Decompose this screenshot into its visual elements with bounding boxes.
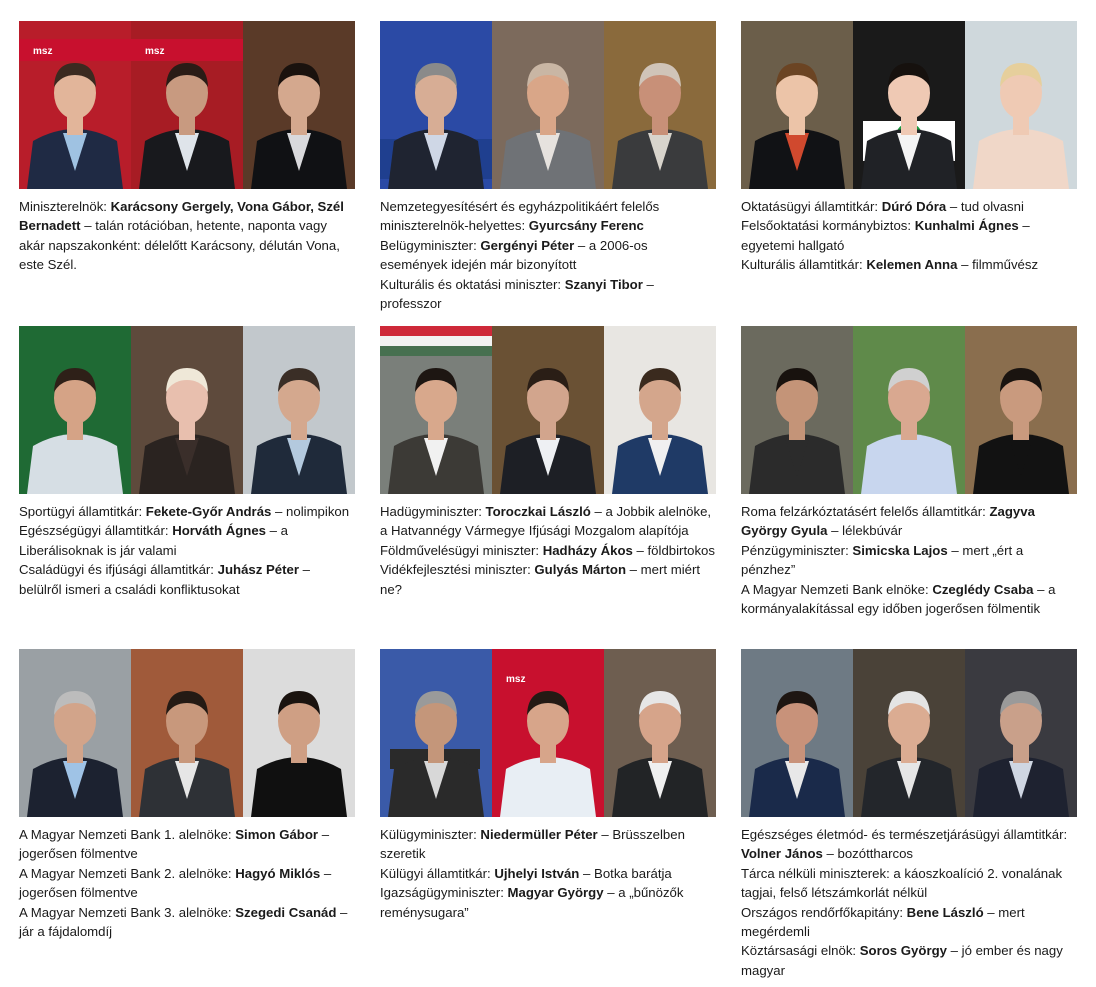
caption-line (380, 883, 716, 922)
role-text: Sportügyi államtitkár: (19, 504, 146, 519)
role-text: – bozóttharcos (822, 846, 914, 862)
portrait-photo (243, 649, 355, 817)
role-text: Egészséges életmód- és természetjárásügyi államtitkár: (741, 827, 1068, 842)
role-text: – lélekbúvár (827, 523, 903, 539)
role-text: – a Liberálisoknak is jár valami (19, 523, 288, 558)
role-text: Vidékfejlesztési miniszter: (380, 562, 535, 578)
person-name: Szegedi Csanád (235, 904, 337, 920)
caption-line (19, 560, 355, 599)
caption-line (741, 502, 1077, 541)
photo-strip (19, 649, 355, 817)
person-name: Czeglédy Csaba (932, 581, 1034, 597)
role-text: Tárca nélküli miniszterek: a káoszkoalíció 2. vonalának tagjai, felső létszámkorlát nélkül (741, 865, 1063, 901)
person-name: Toroczkai László (485, 504, 591, 519)
portrait-photo (965, 649, 1077, 817)
caption-line (741, 580, 1077, 619)
person-name: Karácsony Gergely, Vona Gábor, Szél Bernadett (19, 199, 344, 234)
portrait-photo (741, 326, 853, 494)
role-text: – Brüsszelben szeretik (380, 827, 685, 862)
person-name: Bene László (906, 904, 984, 920)
person-name: Ujhelyi István (494, 865, 580, 881)
role-text: Oktatásügyi államtitkár: (741, 199, 882, 214)
role-text: Kulturális államtitkár: (741, 257, 867, 273)
caption-line (380, 236, 716, 275)
person-name: Szanyi Tibor (564, 276, 643, 292)
cabinet-entry (741, 21, 1077, 275)
role-text: – talán rotációban, hetente, naponta vagy akár napszakonként: délelőtt Karácsony, délután Vona, este Szél. (19, 218, 340, 273)
role-text: Igazságügyminiszter: (380, 885, 508, 901)
role-text: A Magyar Nemzeti Bank 3. alelnöke: (19, 904, 236, 920)
cabinet-entry (380, 649, 716, 922)
person-name: Volner János (741, 846, 823, 862)
role-text: – mert „ért a pénzhez” (741, 542, 1024, 578)
person-name: Kunhalmi Ágnes (914, 218, 1019, 234)
svg-text:msz: msz (145, 46, 165, 57)
portrait-photo (19, 21, 131, 189)
person-name: Gulyás Márton (534, 562, 627, 578)
person-name: Juhász Péter (217, 562, 300, 578)
portrait-photo (853, 21, 965, 189)
caption-line (19, 903, 355, 942)
caption-line (19, 864, 355, 903)
photo-strip (741, 326, 1077, 494)
role-text: Felsőoktatási kormánybiztos: (741, 218, 915, 234)
role-text: Nemzetegyesítésért és egyházpolitikáért felelős miniszterelnök-helyettes: (380, 199, 660, 234)
caption-line (741, 825, 1077, 864)
role-text: Pénzügyminiszter: (741, 542, 853, 558)
caption (19, 825, 355, 941)
caption-line (741, 903, 1077, 942)
role-text: – Botka barátja (579, 865, 672, 881)
caption-line (380, 541, 716, 560)
person-name: Dúró Dóra (881, 199, 947, 214)
portrait-photo (492, 326, 604, 494)
cabinet-entry (380, 326, 716, 599)
portrait-photo (492, 21, 604, 189)
role-text: A Magyar Nemzeti Bank 1. alelnöke: (19, 827, 236, 842)
role-text: Miniszterelnök: (19, 199, 111, 214)
caption (380, 502, 716, 599)
role-text: – mert miért ne? (380, 562, 701, 597)
person-name: Niedermüller Péter (480, 827, 598, 842)
portrait-photo (741, 21, 853, 189)
person-name: Gyurcsány Ferenc (528, 218, 644, 234)
role-text: Földművelésügyi miniszter: (380, 542, 543, 558)
person-name: Kelemen Anna (866, 257, 958, 273)
caption-line (19, 197, 355, 275)
caption-line (380, 560, 716, 599)
caption-line (19, 521, 355, 560)
role-text: – professzor (380, 276, 654, 312)
portrait-photo (380, 649, 492, 817)
role-text: Kulturális és oktatási miniszter: (380, 276, 565, 292)
person-name: Fekete-Győr András (145, 504, 272, 519)
role-text: – egyetemi hallgató (741, 218, 1030, 253)
portrait-photo (131, 326, 243, 494)
role-text: – jogerősen fölmentve (19, 827, 330, 862)
role-text: Hadügyminiszter: (380, 504, 486, 519)
role-text: – jó ember és nagy magyar (741, 943, 1063, 978)
portrait-photo (853, 649, 965, 817)
cabinet-entry (741, 649, 1077, 980)
svg-text:msz: msz (33, 46, 53, 57)
cabinet-entry (741, 326, 1077, 618)
caption-line (19, 502, 355, 521)
photo-strip (19, 326, 355, 494)
role-text: A Magyar Nemzeti Bank 2. alelnöke: (19, 865, 236, 881)
caption-line (741, 941, 1077, 980)
caption (741, 825, 1077, 980)
portrait-photo (131, 21, 243, 189)
caption-line (741, 216, 1077, 255)
role-text: A Magyar Nemzeti Bank elnöke: (741, 581, 933, 597)
person-name: Simicska Lajos (852, 542, 948, 558)
role-text: – belülről ismeri a családi konfliktusokat (19, 562, 311, 597)
cabinet-entry (19, 649, 355, 941)
role-text: Belügyminiszter: (380, 237, 481, 253)
role-text: – jogerősen fölmentve (19, 865, 332, 901)
cabinet-entry (19, 326, 355, 599)
portrait-photo (853, 326, 965, 494)
caption (741, 502, 1077, 618)
photo-strip (380, 326, 716, 494)
portrait-photo (965, 21, 1077, 189)
person-name: Hagyó Miklós (235, 865, 321, 881)
photo-strip (380, 21, 716, 189)
caption (380, 197, 716, 313)
role-text: – jár a fájdalomdíj (19, 904, 348, 940)
role-text: – filmművész (957, 257, 1039, 273)
cabinet-entry (380, 21, 716, 313)
caption-line (741, 541, 1077, 580)
role-text: – a Jobbik alelnöke, a Hatvannégy Vármegye Ifjúsági Mozgalom alapítója (380, 504, 712, 539)
portrait-photo (131, 649, 243, 817)
role-text: Családügyi és ifjúsági államtitkár: (19, 562, 218, 578)
svg-text:msz: msz (506, 674, 526, 685)
person-name: Gergényi Péter (480, 237, 575, 253)
portrait-photo (19, 326, 131, 494)
caption-line (380, 197, 716, 236)
portrait-photo (243, 326, 355, 494)
role-text: – nolimpikon (271, 504, 350, 519)
role-text: – földbirtokos (632, 542, 715, 558)
caption-line (741, 197, 1077, 216)
photo-strip (19, 21, 355, 189)
role-text: – mert megérdemli (741, 904, 1025, 940)
portrait-photo (243, 21, 355, 189)
portrait-photo (492, 649, 604, 817)
caption (19, 502, 355, 599)
photo-strip (741, 21, 1077, 189)
portrait-photo (604, 649, 716, 817)
portrait-photo (380, 21, 492, 189)
person-name: Horváth Ágnes (172, 523, 266, 539)
portrait-photo (604, 326, 716, 494)
portrait-photo (19, 649, 131, 817)
role-text: Külügyminiszter: (380, 827, 481, 842)
role-text: Roma felzárkóztatásért felelős államtitkár: (741, 504, 990, 519)
role-text: Külügyi államtitkár: (380, 865, 495, 881)
caption-line (741, 864, 1077, 903)
caption-line (741, 255, 1077, 274)
caption-line (380, 864, 716, 883)
role-text: – a 2006-os események idején már bizonyított (380, 237, 648, 273)
role-text: – tud olvasni (946, 199, 1024, 214)
caption (19, 197, 355, 275)
person-name: Hadházy Ákos (542, 542, 633, 558)
caption (380, 825, 716, 922)
person-name: Zagyva György Gyula (741, 504, 1035, 539)
portrait-photo (741, 649, 853, 817)
portrait-photo (965, 326, 1077, 494)
photo-strip (380, 649, 716, 817)
role-text: Országos rendőrfőkapitány: (741, 904, 907, 920)
role-text: Köztársasági elnök: (741, 943, 860, 959)
role-text: – a „bűnözők reménysugara” (380, 885, 684, 920)
person-name: Simon Gábor (235, 827, 319, 842)
role-text: – a kormányalakítással egy időben jogerősen fölmentik (741, 581, 1056, 617)
portrait-photo (380, 326, 492, 494)
person-name: Magyar György (507, 885, 604, 901)
role-text: Egészségügyi államtitkár: (19, 523, 173, 539)
caption (741, 197, 1077, 275)
caption-line (380, 275, 716, 314)
cabinet-entry (19, 21, 355, 275)
portrait-photo (604, 21, 716, 189)
person-name: Soros György (859, 943, 947, 959)
photo-strip (741, 649, 1077, 817)
caption-line (380, 502, 716, 541)
caption-line (19, 825, 355, 864)
caption-line (380, 825, 716, 864)
